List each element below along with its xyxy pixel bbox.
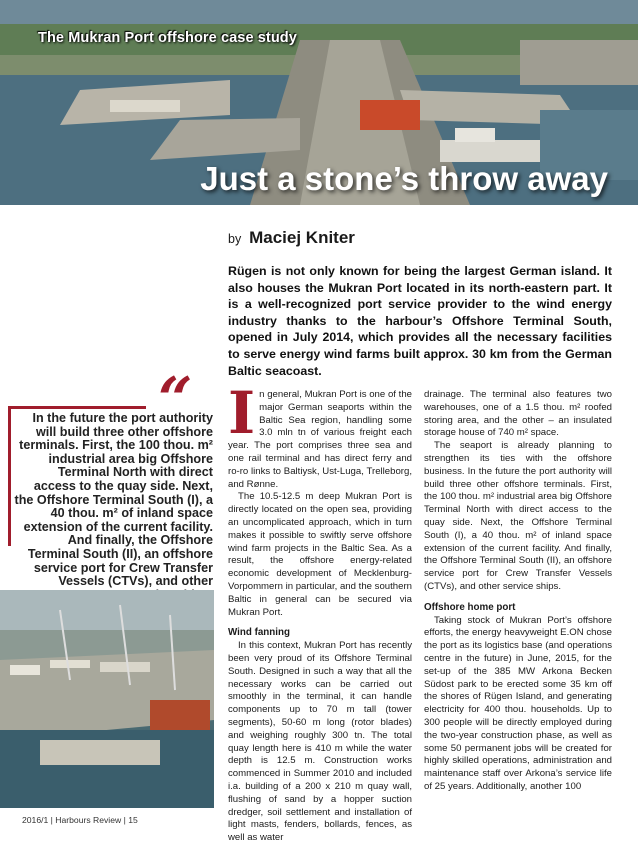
byline: [228, 228, 355, 248]
byline-prefix: by: [228, 232, 242, 246]
page-footer: 2016/1 | Harbours Review | 15: [22, 815, 138, 825]
pull-quote-text: In the future the port authority will build three other offshore terminals. First, the 100 thou. m² industrial area big Offshore Terminal North with direct access to the quay side. Next, the Offshore Terminal South (I), a 40 thou. m² of inland space extension of the current facility. And finally, the Offshore Terminal South (II), an offshore service port for Crew Transfer Vessels (CTVs), and other: [14, 411, 213, 589]
drop-cap: I: [228, 379, 256, 447]
body-column-1: [228, 379, 412, 845]
terminal-photo: [0, 590, 214, 808]
body-paragraph: drainage. The terminal also features two warehouses, one of a 1.5 thou. m² roofed storing area, and the other – an insulated storage house of 740 m² space.: [424, 389, 612, 439]
author-name: Maciej Kniter: [249, 228, 355, 247]
case-study-label: The Mukran Port offshore case study: [38, 30, 297, 46]
section-heading: Offshore home port: [424, 601, 516, 613]
section-heading: Wind fanning: [228, 627, 290, 639]
pull-quote-top-rule: [8, 406, 146, 409]
body-paragraph: The seaport is already planning to strengthen its ties with the offshore business. In the future the port authority will build three other offshore terminals. First, the 100 thou. m² industrial area big Offshore Terminal North with direct access to the quay side. Next, the Offshore Terminal South (I), a 40 thou. m² of inland space extension of the current facility. And finally, the Offshore Terminal South (II), an offshore service port for Crew Transfer Vessels (CTVs), and other service ships.: [424, 440, 612, 592]
body-paragraph: The 10.5-12.5 m deep Mukran Port is directly located on the open sea, providing an uncomplicated approach, which in turn makes it possible to swiftly serve offshore wind farm projects in the Baltic Sea. As a result, the offshore energy-related economic development of Mecklenburg-Vorpommern in particular, and the southern Baltic in general can be secured via Mukran Port.: [228, 491, 412, 618]
hero-photo: [0, 0, 638, 205]
body-column-2: [424, 389, 612, 794]
lead-paragraph: Rügen is not only known for being the largest German island. It also houses the Mukran Port located in its north-eastern part. It is a well-recognized port service provider to the wind energy industry thanks to the harbour’s Offshore Terminal South, opened in July 2014, which provides all the necessary facilities to serve energy wind farms built approx. 30 km from the German Baltic seacoast.: [228, 264, 612, 378]
body-paragraph: n general, Mukran Port is one of the major German seaports within the Baltic Sea region, handling some 3.0 mln tn of various freight each year. The port comprises three sea and one rail terminal and has direct ferry and ro-ro links to Baltiysk, Ust-Luga, Trelleborg, and Rønne.: [228, 389, 412, 490]
body-paragraph: Taking stock of Mukran Port’s offshore efforts, the energy heavyweight E.ON chose the port as its logistics base (and operations centre in the future) in June, 2015, for the set-up of the 385 MW Arkona Becken Südost park to be erected some 35 km off the shores of Rügen Island, and generating electricity for 400 thou. households. Up to 300 people will be directly employed during the two-year construction phase, as well as some 50 permanent jobs will be created for highly skilled operations, administration and maintenance staff over Arkona’s service life of 25 years. Additionally, another 100: [424, 614, 612, 792]
quote-mark-icon: “: [158, 365, 193, 435]
body-paragraph: In this context, Mukran Port has recently been very proud of its Offshore Terminal South. Designed in such a way that all the necessary works can be carried out smoothly in the terminal, it can handle components up to 70 m tall (tower segments), 50-60 m long (rotor blades) and weighing roughly 300 tn. The total quay length here is 410 m while the water depth is 12.5 m. Construction works commenced in Summer 2010 and included i.a. building of a 200 x 210 m quay wall, flushing of sand by a hopper suction dredger, soil settlement and installation of light masts, fenders, bollards, fences, as well as water: [228, 640, 412, 844]
terminal-aerial-illustration: [0, 590, 214, 808]
article-title: Just a stone’s throw away: [200, 160, 608, 197]
pull-quote-side-rule: [8, 406, 11, 546]
pull-quote: [8, 365, 214, 589]
